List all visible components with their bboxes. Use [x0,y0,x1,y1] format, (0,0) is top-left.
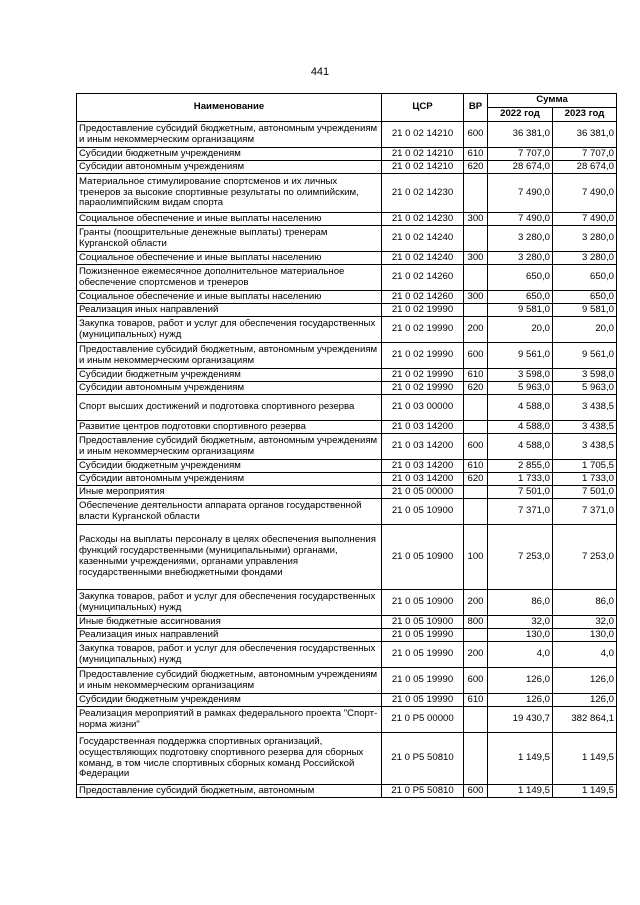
row-sum-2022-cell: 3 598,0 [488,369,553,382]
row-vr-cell: 620 [464,382,488,395]
row-sum-2022-cell: 1 149,5 [488,733,553,785]
row-sum-2022-cell: 7 371,0 [488,499,553,525]
row-sum-2023-cell: 650,0 [553,265,617,291]
row-csr-cell: 21 0 05 19990 [382,629,464,642]
row-sum-2022-cell: 3 280,0 [488,226,553,252]
row-sum-2023-cell: 9 561,0 [553,343,617,369]
row-name-cell: Закупка товаров, работ и услуг для обеспечения государственных (муниципальных) нужд [77,642,382,668]
row-sum-2023-cell: 126,0 [553,694,617,707]
table-row [77,421,617,434]
header-name: Наименование [77,94,382,122]
row-sum-2022-cell: 4,0 [488,642,553,668]
row-name-cell: Предоставление субсидий бюджетным, автономным учреждениям и иным некоммерческим организациям [77,122,382,148]
table-row [77,174,617,213]
table-row [77,460,617,473]
row-csr-cell: 21 0 05 10900 [382,616,464,629]
row-csr-cell: 21 0 P5 00000 [382,707,464,733]
row-name-cell: Закупка товаров, работ и услуг для обеспечения государственных (муниципальных) нужд [77,317,382,343]
row-sum-2023-cell: 3 438,5 [553,434,617,460]
row-name-cell: Гранты (поощрительные денежные выплаты) тренерам Курганской области [77,226,382,252]
row-sum-2023-cell: 4,0 [553,642,617,668]
row-sum-2022-cell: 7 490,0 [488,213,553,226]
table-row [77,252,617,265]
row-sum-2023-cell: 5 963,0 [553,382,617,395]
table-row [77,629,617,642]
row-csr-cell: 21 0 02 14260 [382,265,464,291]
row-sum-2022-cell: 126,0 [488,668,553,694]
row-vr-cell [464,226,488,252]
row-sum-2022-cell: 20,0 [488,317,553,343]
row-vr-cell: 200 [464,642,488,668]
row-sum-2022-cell: 7 501,0 [488,486,553,499]
row-csr-cell: 21 0 02 14230 [382,174,464,213]
row-vr-cell: 600 [464,122,488,148]
row-name-cell: Субсидии автономным учреждениям [77,473,382,486]
row-sum-2022-cell: 86,0 [488,590,553,616]
table-row [77,525,617,590]
header-csr: ЦСР [382,94,464,122]
row-sum-2022-cell: 9 561,0 [488,343,553,369]
row-vr-cell: 620 [464,161,488,174]
row-csr-cell: 21 0 02 19990 [382,304,464,317]
row-sum-2022-cell: 3 280,0 [488,252,553,265]
row-name-cell: Расходы на выплаты персоналу в целях обеспечения выполнения функций государственными (муниципальными) органами, казенными учреждениями, органами управления государственными внебюджетными фондами [77,525,382,590]
row-sum-2023-cell: 3 438,5 [553,421,617,434]
table-row [77,161,617,174]
row-csr-cell: 21 0 02 19990 [382,317,464,343]
row-name-cell: Развитие центров подготовки спортивного резерва [77,421,382,434]
row-csr-cell: 21 0 05 19990 [382,642,464,668]
row-sum-2023-cell: 3 280,0 [553,226,617,252]
table-row [77,473,617,486]
row-name-cell: Иные мероприятия [77,486,382,499]
row-sum-2023-cell: 1 705,5 [553,460,617,473]
row-name-cell: Закупка товаров, работ и услуг для обеспечения государственных (муниципальных) нужд [77,590,382,616]
row-sum-2022-cell: 28 674,0 [488,161,553,174]
table-body [77,122,617,798]
row-name-cell: Пожизненное ежемесячное дополнительное материальное обеспечение спортсменов и тренеров [77,265,382,291]
row-sum-2022-cell: 126,0 [488,694,553,707]
row-sum-2022-cell: 5 963,0 [488,382,553,395]
row-name-cell: Субсидии бюджетным учреждениям [77,694,382,707]
row-csr-cell: 21 0 02 19990 [382,343,464,369]
row-vr-cell: 300 [464,213,488,226]
row-vr-cell [464,499,488,525]
table-row [77,707,617,733]
row-sum-2023-cell: 7 490,0 [553,213,617,226]
row-csr-cell: 21 0 02 14230 [382,213,464,226]
row-csr-cell: 21 0 02 14240 [382,252,464,265]
row-csr-cell: 21 0 03 14200 [382,460,464,473]
row-sum-2022-cell: 1 149,5 [488,785,553,798]
row-csr-cell: 21 0 02 14240 [382,226,464,252]
row-vr-cell [464,486,488,499]
table-row [77,499,617,525]
row-name-cell: Предоставление субсидий бюджетным, автономным [77,785,382,798]
header-year-2023: 2023 год [553,108,617,122]
row-sum-2022-cell: 4 588,0 [488,395,553,421]
row-sum-2023-cell: 9 581,0 [553,304,617,317]
row-sum-2022-cell: 650,0 [488,291,553,304]
row-sum-2023-cell: 1 149,5 [553,733,617,785]
row-csr-cell: 21 0 03 14200 [382,434,464,460]
row-sum-2023-cell: 7 253,0 [553,525,617,590]
row-sum-2023-cell: 7 501,0 [553,486,617,499]
row-sum-2023-cell: 650,0 [553,291,617,304]
row-name-cell: Субсидии автономным учреждениям [77,161,382,174]
row-sum-2023-cell: 3 280,0 [553,252,617,265]
row-name-cell: Субсидии бюджетным учреждениям [77,369,382,382]
table-row [77,265,617,291]
row-vr-cell: 600 [464,785,488,798]
row-csr-cell: 21 0 P5 50810 [382,733,464,785]
row-csr-cell: 21 0 02 19990 [382,369,464,382]
row-csr-cell: 21 0 05 10900 [382,525,464,590]
row-vr-cell [464,304,488,317]
row-vr-cell: 200 [464,317,488,343]
row-vr-cell: 100 [464,525,488,590]
row-vr-cell: 600 [464,343,488,369]
row-csr-cell: 21 0 05 19990 [382,694,464,707]
header-sum: Сумма [488,94,617,108]
table-row [77,434,617,460]
row-sum-2023-cell: 20,0 [553,317,617,343]
row-csr-cell: 21 0 02 14210 [382,161,464,174]
row-name-cell: Субсидии автономным учреждениям [77,382,382,395]
row-vr-cell: 800 [464,616,488,629]
row-sum-2023-cell: 32,0 [553,616,617,629]
row-name-cell: Спорт высших достижений и подготовка спортивного резерва [77,395,382,421]
row-csr-cell: 21 0 05 00000 [382,486,464,499]
table-row [77,382,617,395]
row-csr-cell: 21 0 05 10900 [382,499,464,525]
row-vr-cell: 610 [464,694,488,707]
table-row [77,317,617,343]
row-sum-2022-cell: 7 253,0 [488,525,553,590]
row-sum-2022-cell: 650,0 [488,265,553,291]
row-vr-cell: 600 [464,434,488,460]
table-row [77,226,617,252]
table-row [77,616,617,629]
row-sum-2023-cell: 130,0 [553,629,617,642]
table-row [77,694,617,707]
row-sum-2023-cell: 1 149,5 [553,785,617,798]
row-csr-cell: 21 0 03 14200 [382,473,464,486]
row-name-cell: Предоставление субсидий бюджетным, автономным учреждениям и иным некоммерческим организациям [77,668,382,694]
table-row [77,148,617,161]
row-vr-cell: 620 [464,473,488,486]
row-sum-2023-cell: 7 371,0 [553,499,617,525]
row-csr-cell: 21 0 05 19990 [382,668,464,694]
row-name-cell: Реализация иных направлений [77,629,382,642]
row-name-cell: Реализация иных направлений [77,304,382,317]
row-csr-cell: 21 0 02 14260 [382,291,464,304]
table-row [77,343,617,369]
row-vr-cell [464,629,488,642]
row-sum-2022-cell: 130,0 [488,629,553,642]
row-vr-cell: 610 [464,460,488,473]
row-vr-cell: 600 [464,668,488,694]
header-vr: ВР [464,94,488,122]
row-sum-2023-cell: 7 707,0 [553,148,617,161]
row-sum-2023-cell: 1 733,0 [553,473,617,486]
row-sum-2023-cell: 3 598,0 [553,369,617,382]
row-csr-cell: 21 0 03 14200 [382,421,464,434]
row-name-cell: Предоставление субсидий бюджетным, автономным учреждениям и иным некоммерческим организациям [77,434,382,460]
row-name-cell: Социальное обеспечение и иные выплаты населению [77,291,382,304]
row-name-cell: Обеспечение деятельности аппарата органов государственной власти Курганской области [77,499,382,525]
row-name-cell: Государственная поддержка спортивных организаций, осуществляющих подготовку спортивного резерва для сборных команд, в том числе спортивных сборных команд Российской Федерации [77,733,382,785]
row-csr-cell: 21 0 02 14210 [382,122,464,148]
table-row [77,213,617,226]
row-sum-2022-cell: 36 381,0 [488,122,553,148]
row-sum-2023-cell: 382 864,1 [553,707,617,733]
row-csr-cell: 21 0 P5 50810 [382,785,464,798]
row-vr-cell: 610 [464,148,488,161]
row-vr-cell: 200 [464,590,488,616]
row-sum-2023-cell: 86,0 [553,590,617,616]
row-sum-2023-cell: 28 674,0 [553,161,617,174]
row-name-cell: Иные бюджетные ассигнования [77,616,382,629]
row-name-cell: Материальное стимулирование спортсменов и их личных тренеров за высокие спортивные результаты по олимпийским, параолимпийским видам спорта [77,174,382,213]
budget-table [76,93,617,798]
table-row [77,486,617,499]
row-sum-2022-cell: 32,0 [488,616,553,629]
row-name-cell: Реализация мероприятий в рамках федерального проекта "Спорт-норма жизни" [77,707,382,733]
table-row [77,642,617,668]
table-row [77,369,617,382]
table-row [77,395,617,421]
row-vr-cell [464,395,488,421]
row-vr-cell [464,733,488,785]
table-row [77,785,617,798]
row-csr-cell: 21 0 02 19990 [382,382,464,395]
row-sum-2022-cell: 4 588,0 [488,434,553,460]
row-vr-cell [464,265,488,291]
table-row [77,304,617,317]
row-vr-cell [464,707,488,733]
row-name-cell: Социальное обеспечение и иные выплаты населению [77,252,382,265]
row-sum-2023-cell: 7 490,0 [553,174,617,213]
header-year-2022: 2022 год [488,108,553,122]
row-sum-2022-cell: 2 855,0 [488,460,553,473]
table-row [77,668,617,694]
row-sum-2022-cell: 7 490,0 [488,174,553,213]
row-vr-cell [464,174,488,213]
row-sum-2023-cell: 3 438,5 [553,395,617,421]
row-csr-cell: 21 0 02 14210 [382,148,464,161]
row-sum-2022-cell: 19 430,7 [488,707,553,733]
row-vr-cell: 610 [464,369,488,382]
row-sum-2022-cell: 1 733,0 [488,473,553,486]
page-number: 441 [310,66,330,78]
row-csr-cell: 21 0 03 00000 [382,395,464,421]
row-name-cell: Субсидии бюджетным учреждениям [77,148,382,161]
table-row [77,733,617,785]
table-row [77,291,617,304]
row-name-cell: Предоставление субсидий бюджетным, автономным учреждениям и иным некоммерческим организациям [77,343,382,369]
row-name-cell: Субсидии бюджетным учреждениям [77,460,382,473]
row-sum-2023-cell: 126,0 [553,668,617,694]
row-vr-cell: 300 [464,291,488,304]
row-sum-2022-cell: 4 588,0 [488,421,553,434]
row-csr-cell: 21 0 05 10900 [382,590,464,616]
row-sum-2023-cell: 36 381,0 [553,122,617,148]
table-row [77,122,617,148]
row-name-cell: Социальное обеспечение и иные выплаты населению [77,213,382,226]
row-vr-cell: 300 [464,252,488,265]
table-row [77,590,617,616]
row-sum-2022-cell: 7 707,0 [488,148,553,161]
row-sum-2022-cell: 9 581,0 [488,304,553,317]
row-vr-cell [464,421,488,434]
